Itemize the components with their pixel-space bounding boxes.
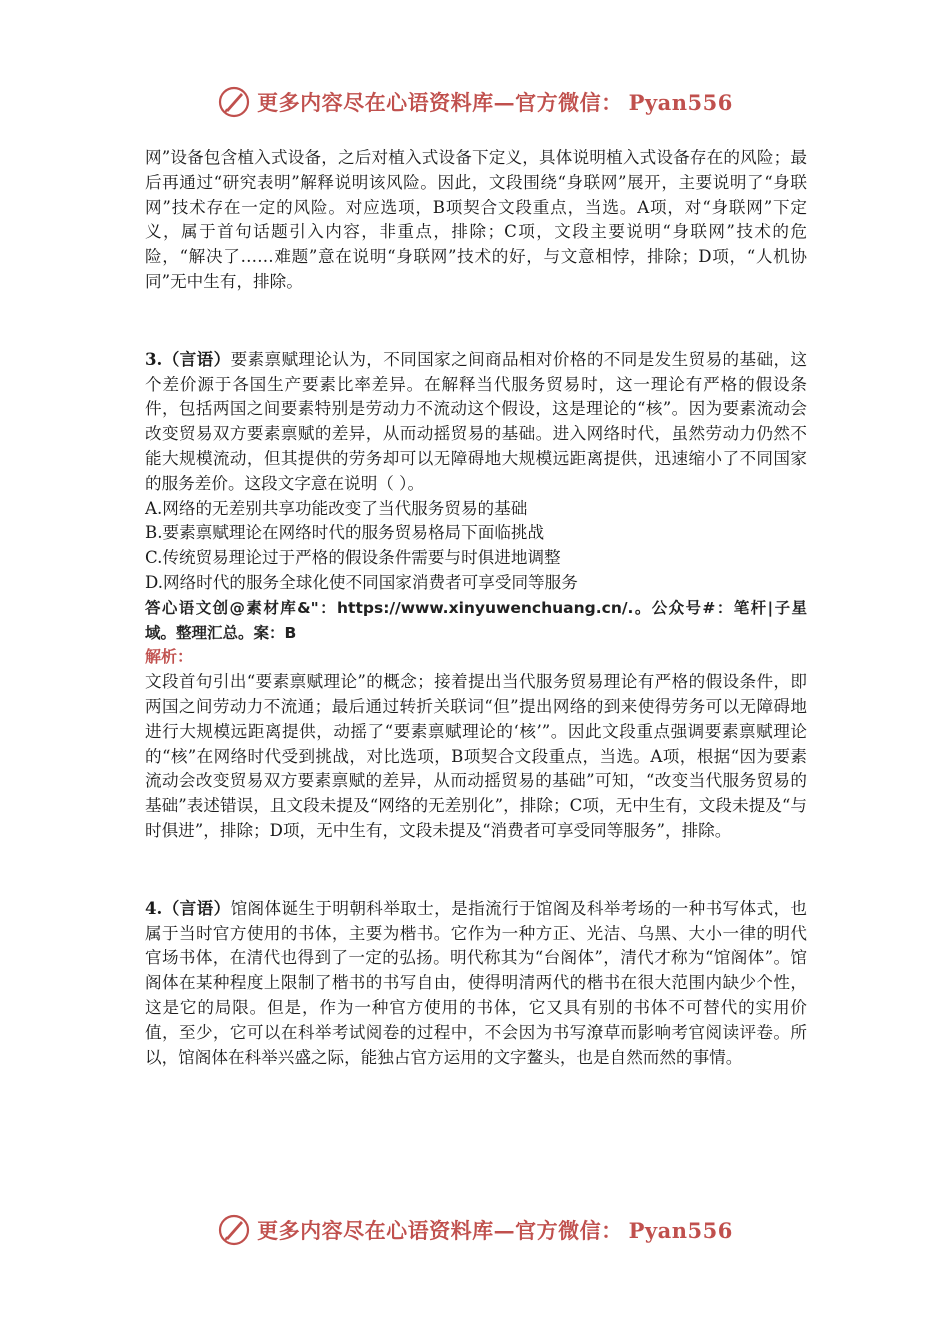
q2-analysis-tail: 网”设备包含植入式设备，之后对植入式设备下定义，具体说明植入式设备存在的风险；最后再通过“研究表明”解释说明该风险。因此，文段围绕“身联网”展开，主要说明了“身联网”技术存在一定的风险。对应选项，B项契合文段重点，当选。A项，对“身联网”下定义，属于首句话题引入内容，非重点，排除；C项，文段主要说明“身联网”技术的危险，“解决了……难题”意在说明“身联网”技术的好，与文意相悖，排除；D项，“人机协同”无中生有，排除。 bbox=[145, 148, 807, 291]
quill-pen-logo-icon bbox=[217, 1213, 251, 1247]
q3-option-a: A.网络的无差别共享功能改变了当代服务贸易的基础 bbox=[145, 498, 528, 518]
q3-answer: 答心语文创@素材库&"：https://www.xinyuwenchuang.cn/.。公众号#：笔杆|子星域。整理汇总。案：B bbox=[145, 598, 807, 642]
document-body bbox=[145, 146, 807, 1070]
q3-analysis-title: 解析： bbox=[145, 647, 194, 667]
footer-banner-text: 更多内容尽在心语资料库—官方微信： bbox=[257, 1218, 623, 1243]
q4-number: 4. bbox=[145, 897, 163, 918]
footer-banner bbox=[0, 1210, 950, 1250]
q4-stem-text: 馆阁体诞生于明朝科举取士，是指流行于馆阁及科举考场的一种书写体式，也属于当时官方使用的书体，主要为楷书。它作为一种方正、光洁、乌黑、大小一律的明代官场书体，在清代也得到了一定的弘扬。明代称其为“台阁体”，清代才称为“馆阁体”。馆阁体在某种程度上限制了楷书的书写自由，使得明清两代的楷书在很大范围内缺少个性，这是它的局限。但是，作为一种官方使用的书体，它又具有别的书体不可替代的实用价值，至少，它可以在科举考试阅卷的过程中，不会因为书写潦草而影响考官阅读评卷。所以，馆阁体在科举兴盛之际，能独占官方运用的文字鳌头，也是自然而然的事情。 bbox=[145, 898, 808, 1067]
q3-option-d: D.网络时代的服务全球化使不同国家消费者可享受同等服务 bbox=[145, 572, 578, 592]
q3-number: 3. bbox=[145, 348, 163, 369]
q3-option-b: B.要素禀赋理论在网络时代的服务贸易格局下面临挑战 bbox=[145, 523, 545, 543]
q3-stem-text: 要素禀赋理论认为，不同国家之间商品相对价格的不同是发生贸易的基础，这个差价源于各国生产要素比率差异。在解释当代服务贸易时，这一理论有严格的假设条件，包括两国之间要素特别是劳动力不流动这个假设，这是理论的“核”。因为要素流动会改变贸易双方要素禀赋的差异，从而动摇贸易的基础。进入网络时代，虽然劳动力仍然不能大规模流动，但其提供的劳务却可以无障碍地大规模远距离提供，迅速缩小了不同国家的服务差价。这段文字意在说明（ ）。 bbox=[145, 349, 808, 493]
q3-option-c: C.传统贸易理论过于严格的假设条件需要与时俱进地调整 bbox=[145, 548, 561, 568]
footer-banner-wechat: Pyan556 bbox=[628, 1217, 733, 1243]
q4-stem bbox=[145, 896, 807, 1071]
banner-wechat: Pyan556 bbox=[628, 89, 733, 115]
q3-stem bbox=[145, 347, 807, 497]
q3-analysis: 文段首句引出“要素禀赋理论”的概念；接着提出当代服务贸易理论有严格的假设条件，即两国之间劳动力不流通；最后通过转折关联词“但”提出网络的到来使得劳务可以无障碍地进行大规模远距离提供，动摇了“要素禀赋理论的‘核’”。因此文段重点强调要素禀赋理论的“核”在网络时代受到挑战，对比选项，B项契合文段重点，当选。A项，根据“因为要素流动会改变贸易双方要素禀赋的差异，从而动摇贸易的基础”可知，“改变当代服务贸易的基础”表述错误，且文段未提及“网络的无差别化”，排除；C项，无中生有，文段未提及“与时俱进”，排除；D项，无中生有，文段未提及“消费者可享受同等服务”，排除。 bbox=[145, 672, 807, 840]
q4-tag: （言语） bbox=[162, 897, 231, 918]
header-banner bbox=[0, 82, 950, 122]
quill-pen-logo-icon bbox=[217, 85, 251, 119]
banner-text: 更多内容尽在心语资料库—官方微信： bbox=[257, 90, 623, 115]
q3-tag: （言语） bbox=[162, 348, 231, 369]
